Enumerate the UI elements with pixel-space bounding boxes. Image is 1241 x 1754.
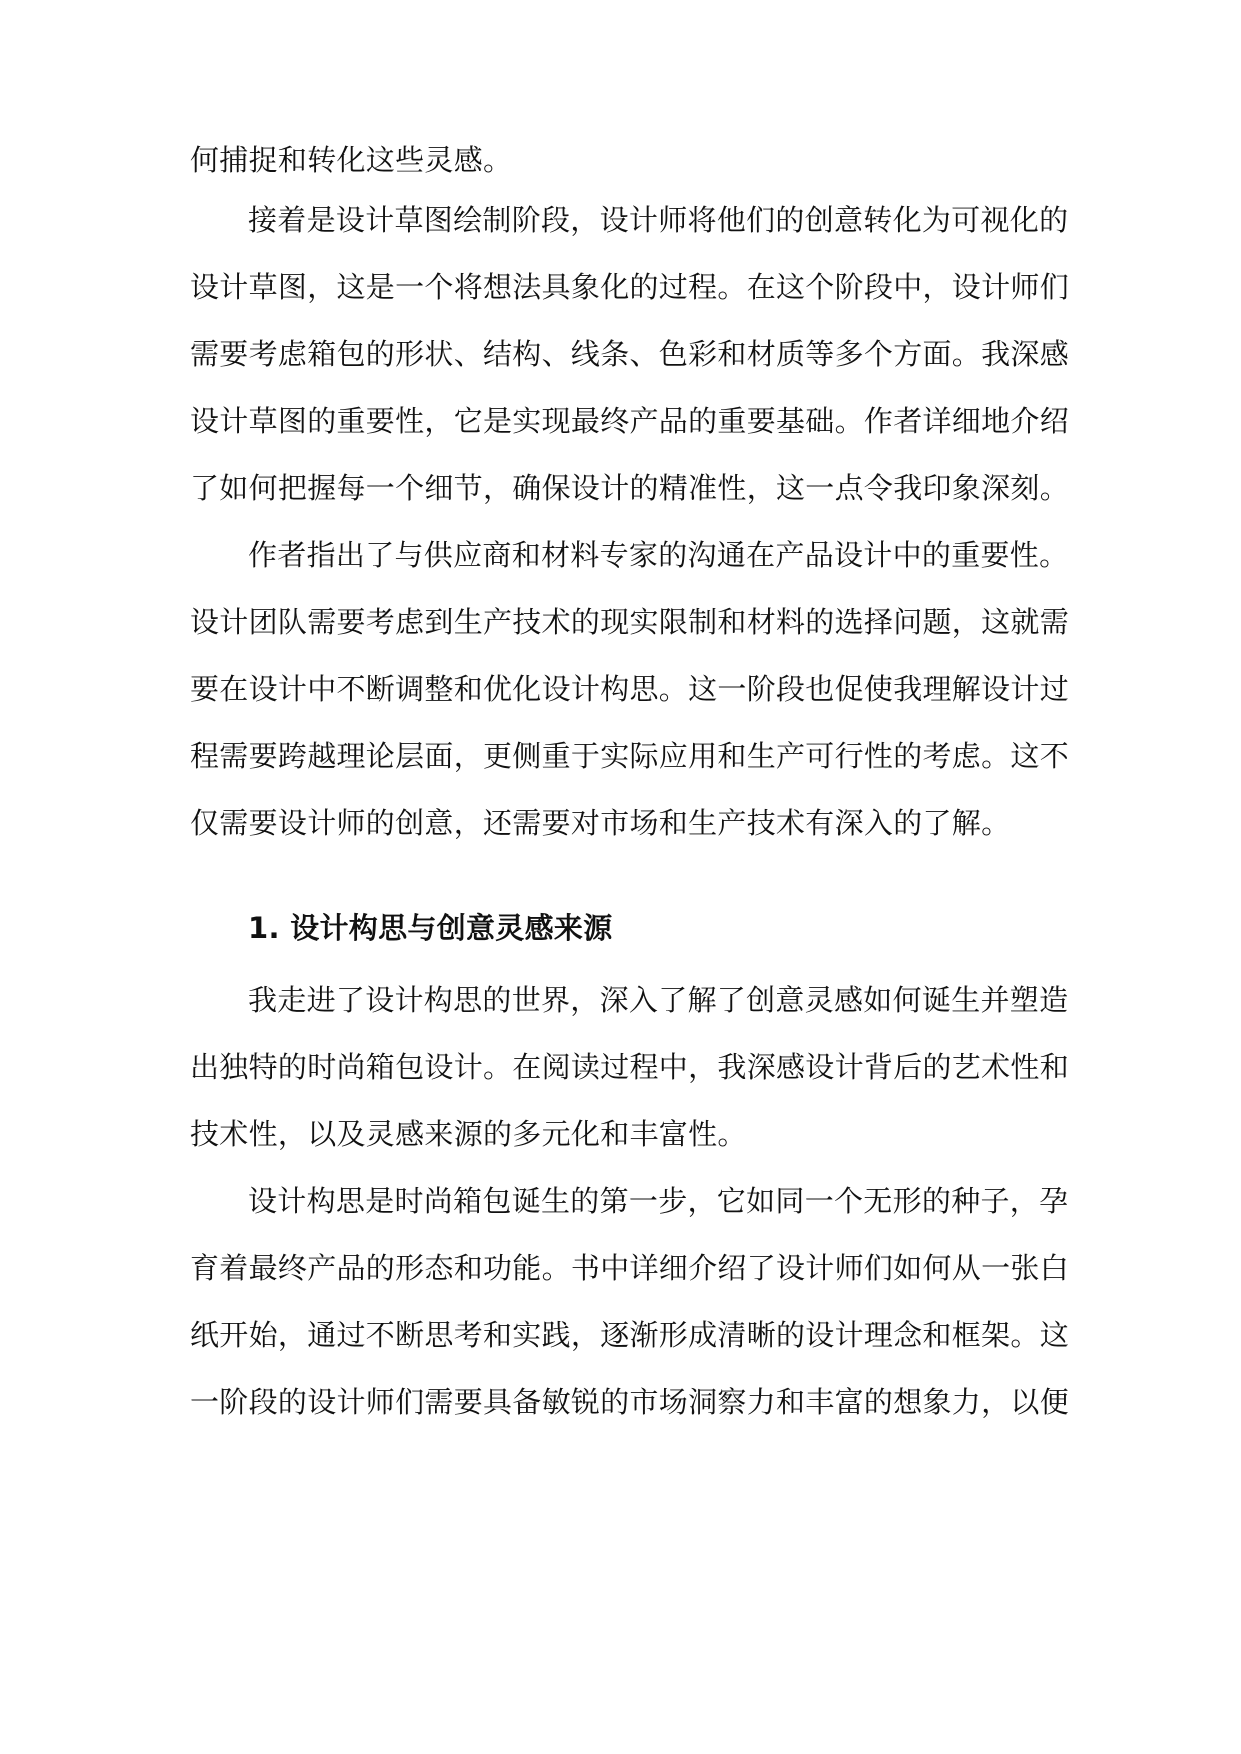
text-line: 接着是设计草图绘制阶段，设计师将他们的创意转化为可视化的 [248,203,1069,237]
text-line: 设计构思是时尚箱包诞生的第一步，它如同一个无形的种子，孕 [248,1184,1069,1218]
text-line: 纸开始，通过不断思考和实践，逐渐形成清晰的设计理念和框架。这 [190,1318,1070,1352]
text-line: 设计团队需要考虑到生产技术的现实限制和材料的选择问题，这就需 [190,605,1070,639]
text-line: 要在设计中不断调整和优化设计构思。这一阶段也促使我理解设计过 [190,672,1070,706]
text-line: 设计草图，这是一个将想法具象化的过程。在这个阶段中，设计师们 [190,270,1070,304]
text-line: 何捕捉和转化这些灵感。 [190,143,513,177]
section-heading: 1. 设计构思与创意灵感来源 [248,911,613,945]
text-line: 作者指出了与供应商和材料专家的沟通在产品设计中的重要性。 [248,538,1069,572]
text-line: 出独特的时尚箱包设计。在阅读过程中，我深感设计背后的艺术性和 [190,1050,1070,1084]
text-line: 技术性，以及灵感来源的多元化和丰富性。 [190,1117,747,1151]
text-line: 设计草图的重要性，它是实现最终产品的重要基础。作者详细地介绍 [190,404,1070,438]
text-line: 我走进了设计构思的世界，深入了解了创意灵感如何诞生并塑造 [248,983,1069,1017]
text-line: 一阶段的设计师们需要具备敏锐的市场洞察力和丰富的想象力，以便 [190,1385,1070,1419]
text-line: 了如何把握每一个细节，确保设计的精准性，这一点令我印象深刻。 [190,471,1070,505]
text-line: 育着最终产品的形态和功能。书中详细介绍了设计师们如何从一张白 [190,1251,1070,1285]
text-line: 仅需要设计师的创意，还需要对市场和生产技术有深入的了解。 [190,806,1011,840]
text-line: 程需要跨越理论层面，更侧重于实际应用和生产可行性的考虑。这不 [190,739,1070,773]
text-line: 需要考虑箱包的形状、结构、线条、色彩和材质等多个方面。我深感 [190,337,1070,371]
